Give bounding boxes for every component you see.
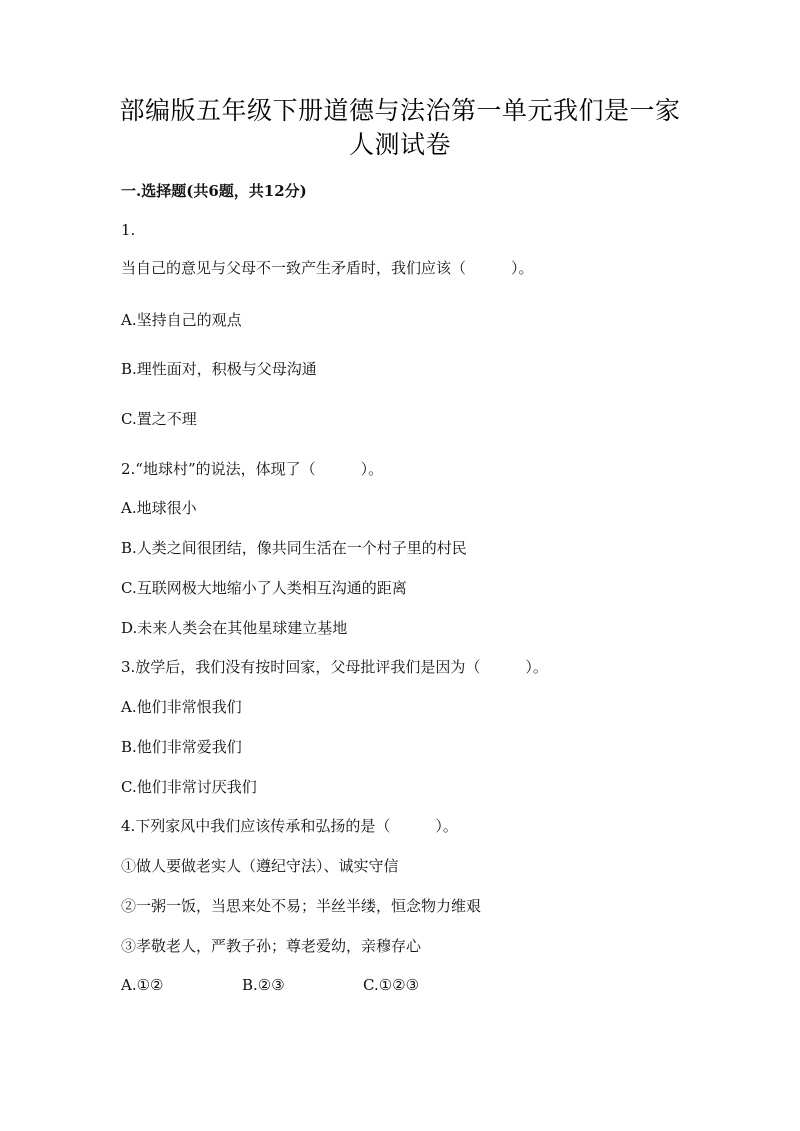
question-1-option-a: A.坚持自己的观点	[121, 311, 242, 329]
question-4-option-a: A.①②	[121, 976, 164, 994]
title-line-1: 部编版五年级下册道德与法治第一单元我们是一家	[119, 96, 681, 125]
section-header: 一.选择题(共6题，共12分)	[121, 182, 307, 200]
question-3-stem: 3.放学后，我们没有按时回家，父母批评我们是因为（ ）。	[121, 658, 548, 676]
question-1-number: 1.	[121, 221, 136, 239]
question-4-option-c: C.①②③	[363, 976, 420, 994]
question-3-option-a: A.他们非常恨我们	[121, 698, 242, 716]
question-3-option-c: C.他们非常讨厌我们	[121, 778, 257, 796]
question-2-option-d: D.未来人类会在其他星球建立基地	[121, 619, 348, 637]
question-2-option-c: C.互联网极大地缩小了人类相互沟通的距离	[121, 579, 407, 597]
question-3-option-b: B.他们非常爱我们	[121, 738, 242, 756]
question-4-stem: 4.下列家风中我们应该传承和弘扬的是（ ）。	[121, 817, 458, 835]
question-2-option-a: A.地球很小	[121, 499, 197, 517]
question-4-options	[121, 975, 484, 995]
question-4-item-3: ③孝敬老人，严教子孙；尊老爱幼，亲穆存心	[121, 937, 422, 955]
question-1-option-c: C.置之不理	[121, 410, 197, 428]
question-1-stem: 当自己的意见与父母不一致产生矛盾时，我们应该（ ）。	[121, 259, 534, 277]
question-4-option-b: B.②③	[242, 976, 285, 994]
question-2-option-b: B.人类之间很团结，像共同生活在一个村子里的村民	[121, 539, 467, 557]
question-4-item-2: ②一粥一饭，当思来处不易；半丝半缕，恒念物力维艰	[121, 897, 482, 915]
question-1-option-b: B.理性面对，积极与父母沟通	[121, 360, 317, 378]
title-line-2: 人测试卷	[348, 130, 451, 159]
question-2-stem: 2.“地球村”的说法，体现了（ ）。	[121, 460, 384, 478]
question-4-item-1: ①做人要做老实人（遵纪守法）、诚实守信	[121, 857, 399, 875]
exam-title	[0, 94, 800, 162]
